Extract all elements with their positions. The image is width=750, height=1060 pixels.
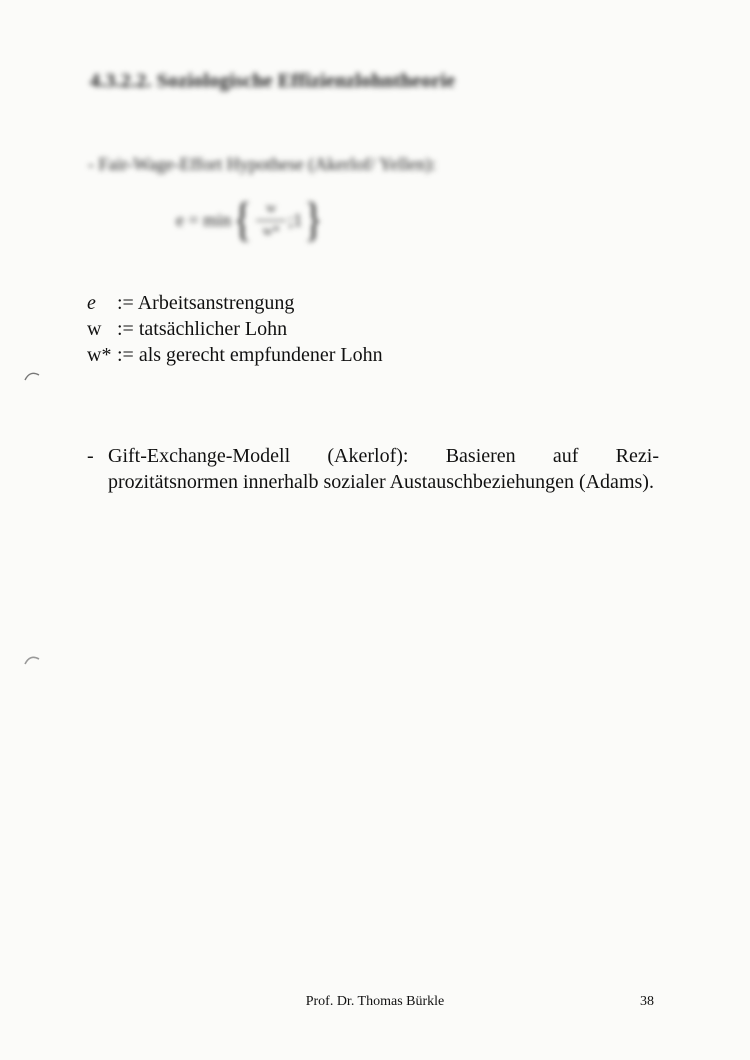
section-heading: 4.3.2.2. Soziologische Effizienzlohntheorie [90,70,456,92]
gift-exchange-paragraph [87,443,659,495]
definition-text: := tatsächlicher Lohn [117,318,288,340]
punch-hole-mark-icon [22,650,42,670]
bullet-dash: - [87,445,94,467]
definition-symbol: w* [87,344,112,366]
footer-page-number: 38 [640,994,654,1009]
definition-text: := Arbeitsanstrengung [117,292,295,314]
footer-author: Prof. Dr. Thomas Bürkle [305,994,445,1009]
definition-row [87,316,383,342]
definition-symbol: w [87,318,102,340]
formula-denominator: w* [262,223,280,239]
definition-row [87,342,383,368]
definition-text: := als gerecht empfundener Lohn [117,344,383,366]
formula-numerator: w [266,200,277,216]
definitions-list [87,290,383,368]
punch-hole-mark-icon [22,366,42,386]
formula-fraction [256,201,286,240]
left-brace-glyph: { [233,193,252,246]
fraction-line [256,220,286,221]
definition-symbol: e [87,292,96,314]
formula-lhs: e = min [176,209,232,230]
right-brace-glyph: } [304,193,323,246]
formula-tail: ;1 [288,209,303,230]
definition-row [87,290,383,316]
paragraph-text: Gift-Exchange-Modell (Akerlof): Basieren auf Rezi-prozitätsnormen innerhalb sozialer Austauschbeziehungen (Adams). [108,445,659,493]
effort-formula [176,193,325,246]
hypothesis-line: - Fair-Wage-Effort Hypothese (Akerlof/ Yellen): [88,154,437,174]
